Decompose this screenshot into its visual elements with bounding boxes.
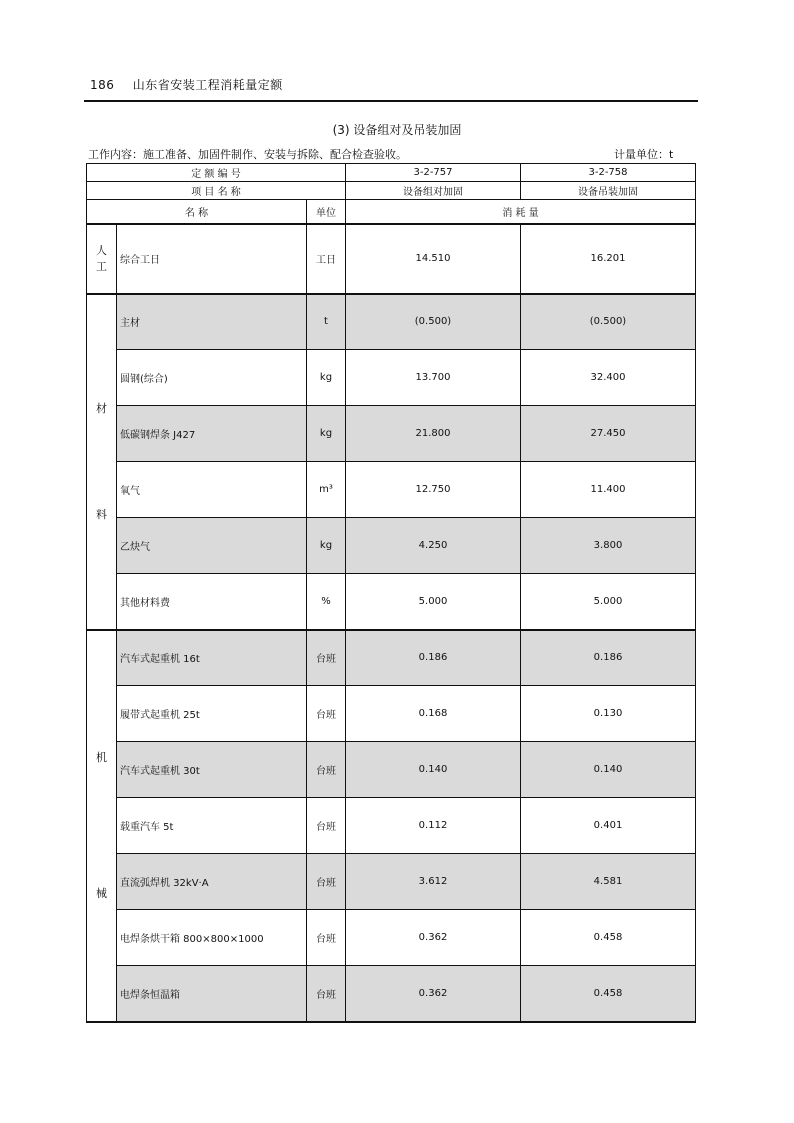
page-header [90, 76, 283, 93]
table-row: 载重汽车 5t 台班 0.112 0.401 [87, 798, 696, 854]
table-row: 低碳钢焊条 J427 kg 21.800 27.450 [87, 406, 696, 462]
code-1: 3-2-757 [346, 164, 521, 182]
item-name-label: 项 目 名 称 [87, 182, 346, 200]
table-row: 氧气 m³ 12.750 11.400 [87, 462, 696, 518]
table-row: 机 械 汽车式起重机 16t 台班 0.186 0.186 [87, 630, 696, 686]
item-1: 设备组对加固 [346, 182, 521, 200]
table-row: 人 工 综合工日 工日 14.510 16.201 [87, 224, 696, 294]
consumption-label: 消 耗 量 [346, 200, 696, 224]
page-number: 186 [90, 78, 115, 92]
book-title: 山东省安装工程消耗量定额 [132, 78, 283, 92]
quota-table [86, 163, 696, 1023]
table-row: 圆钢(综合) kg 13.700 32.400 [87, 350, 696, 406]
category-labor: 人 工 [87, 224, 117, 294]
table-row: 直流弧焊机 32kV·A 台班 3.612 4.581 [87, 854, 696, 910]
table-row: 材 料 主材 t (0.500) (0.500) [87, 294, 696, 350]
table-row: 乙炔气 kg 4.250 3.800 [87, 518, 696, 574]
unit-col-label: 单位 [307, 200, 346, 224]
quota-number-label: 定 额 编 号 [87, 164, 346, 182]
item-2: 设备吊装加固 [521, 182, 696, 200]
table-row: 电焊条烘干箱 800×800×1000 台班 0.362 0.458 [87, 910, 696, 966]
section-title: (3) 设备组对及吊装加固 [332, 123, 462, 137]
name-label: 名 称 [87, 200, 307, 224]
measurement-unit: 计量单位：t [614, 148, 674, 161]
table-row: 履带式起重机 25t 台班 0.168 0.130 [87, 686, 696, 742]
category-machine: 机 械 [87, 630, 117, 1022]
work-content: 工作内容：施工准备、加固件制作、安装与拆除、配合检查验收。 [88, 148, 407, 161]
header-row-item [87, 182, 696, 200]
category-material: 材 料 [87, 294, 117, 630]
table-row: 电焊条恒温箱 台班 0.362 0.458 [87, 966, 696, 1022]
header-row-code [87, 164, 696, 182]
header-row-columns [87, 200, 696, 224]
table-row: 其他材料费 % 5.000 5.000 [87, 574, 696, 630]
table-row: 汽车式起重机 30t 台班 0.140 0.140 [87, 742, 696, 798]
code-2: 3-2-758 [521, 164, 696, 182]
header-rule [84, 100, 698, 102]
